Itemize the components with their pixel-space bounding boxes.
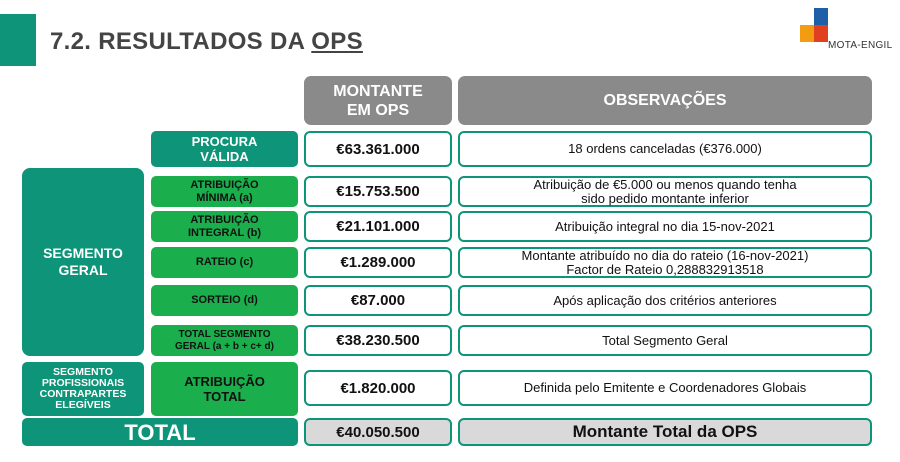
total-value: €40.050.500	[304, 418, 452, 446]
row-value-total-segmento-geral: €38.230.500	[304, 325, 452, 356]
rateio-obs-line-2: Factor de Rateio 0,288832913518	[566, 261, 764, 277]
row-value-atribuicao-integral: €21.101.000	[304, 211, 452, 242]
row-label-total-segmento-geral: TOTAL SEGMENTO GERAL (a + b + c+ d)	[151, 325, 298, 356]
row-obs-procura-valida: 18 ordens canceladas (€376.000)	[458, 131, 872, 167]
row-label-atribuicao-total: ATRIBUIÇÃO TOTAL	[151, 362, 298, 416]
header-montante: MONTANTE EM OPS	[304, 76, 452, 125]
row-obs-sorteio: Após aplicação dos critérios anteriores	[458, 285, 872, 316]
row-value-rateio: €1.289.000	[304, 247, 452, 278]
group-segmento-profissionais: SEGMENTO PROFISSIONAIS CONTRAPARTES ELEGÍVEIS	[22, 362, 144, 416]
group-segmento-geral: SEGMENTO GERAL	[22, 168, 144, 356]
title-ops: OPS	[311, 28, 363, 55]
logo-text: MOTA-ENGIL	[828, 40, 893, 51]
row-obs-atribuicao-integral: Atribuição integral no dia 15-nov-2021	[458, 211, 872, 242]
title-accent-bar	[0, 14, 36, 66]
row-obs-rateio	[458, 247, 872, 278]
row-obs-atribuicao-minima: Atribuição de €5.000 ou menos quando tenha sido pedido montante inferior	[458, 176, 872, 207]
row-value-procura-valida: €63.361.000	[304, 131, 452, 167]
page-title	[50, 28, 363, 56]
row-value-atribuicao-minima: €15.753.500	[304, 176, 452, 207]
row-value-sorteio: €87.000	[304, 285, 452, 316]
row-label-rateio: RATEIO (c)	[151, 247, 298, 278]
row-obs-total-segmento-geral: Total Segmento Geral	[458, 325, 872, 356]
row-obs-atribuicao-total: Definida pelo Emitente e Coordenadores Globais	[458, 370, 872, 406]
row-value-atribuicao-total: €1.820.000	[304, 370, 452, 406]
row-label-procura-valida: PROCURA VÁLIDA	[151, 131, 298, 167]
title-prefix: 7.2. RESULTADOS DA	[50, 28, 312, 55]
row-label-atribuicao-minima: ATRIBUIÇÃO MÍNIMA (a)	[151, 176, 298, 207]
rateio-obs-line-1: Montante atribuído no dia do rateio (16-nov-2021)	[521, 247, 809, 263]
row-label-atribuicao-integral: ATRIBUIÇÃO INTEGRAL (b)	[151, 211, 298, 242]
logo-squares-icon	[800, 8, 828, 42]
row-label-sorteio: SORTEIO (d)	[151, 285, 298, 316]
group-total: TOTAL	[22, 418, 298, 446]
mota-engil-logo	[800, 8, 900, 56]
total-obs: Montante Total da OPS	[458, 418, 872, 446]
header-observacoes: OBSERVAÇÕES	[458, 76, 872, 125]
